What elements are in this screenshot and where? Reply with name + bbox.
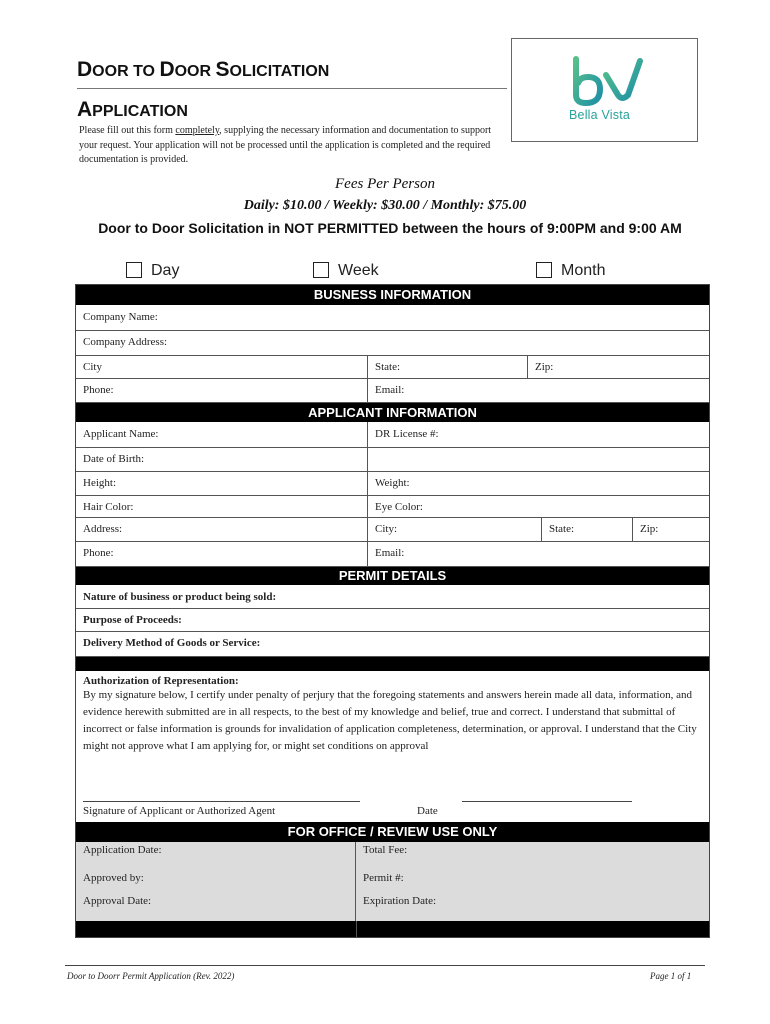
section-header-office: FOR OFFICE / REVIEW USE ONLY [76,822,709,842]
purpose-field[interactable]: Purpose of Proceeds: [83,614,182,626]
footer-revision: Door to Doorr Permit Application (Rev. 2022) [67,971,235,981]
eye-color-field[interactable]: Eye Color: [375,501,423,513]
checkbox-icon[interactable] [313,262,329,278]
month-checkbox[interactable]: Month [536,262,605,280]
logo-box [511,38,698,142]
address-row[interactable] [76,517,709,542]
approved-by-field[interactable]: Approved by: [76,866,356,891]
hair-eye-row[interactable] [76,495,709,518]
application-date-field[interactable]: Application Date: [76,842,356,866]
signature-label: Signature of Applicant or Authorized Agent [83,805,276,817]
purpose-row[interactable] [76,608,709,632]
section-header-permit: PERMIT DETAILS [76,567,709,585]
company-name-field[interactable]: Company Name: [83,311,158,323]
office-row-1[interactable] [76,842,709,867]
applicant-name-row[interactable] [76,422,709,448]
company-email-field[interactable]: Email: [375,384,405,396]
dob-field[interactable]: Date of Birth: [76,447,368,471]
date-label: Date [417,805,438,817]
office-footer-bar [76,921,709,937]
permit-number-field[interactable]: Permit #: [363,872,404,884]
dob-row[interactable] [76,447,709,472]
applicant-phone-row[interactable] [76,541,709,567]
company-address-field[interactable]: Company Address: [83,336,168,348]
form-title: DOOR TO DOOR SOLICITATION APPLICATION [77,55,507,120]
delivery-field[interactable]: Delivery Method of Goods or Service: [83,637,261,649]
fees-heading: Fees Per Person [335,176,435,192]
application-form [75,284,710,938]
hours-notice: Door to Door Solicitation in NOT PERMITTED between the hours of 9:00PM and 9:00 AM [98,220,682,236]
nature-row[interactable] [76,585,709,609]
logo-text: Bella Vista [569,108,631,122]
footer-page-number: Page 1 of 1 [650,971,692,981]
company-city-field[interactable]: City [76,355,368,378]
applicant-city-field[interactable]: City: [368,517,542,541]
company-zip-field[interactable]: Zip: [535,361,554,373]
footer-rule [65,965,705,966]
company-name-row[interactable] [76,305,709,331]
weight-field[interactable]: Weight: [375,477,410,489]
phone-email-row[interactable] [76,378,709,403]
city-state-zip-row[interactable] [76,355,709,379]
checkbox-icon[interactable] [536,262,552,278]
authorization-title: Authorization of Representation: [83,675,239,687]
company-address-row[interactable] [76,330,709,356]
applicant-zip-field[interactable]: Zip: [640,523,659,535]
section-header-applicant: APPLICANT INFORMATION [76,403,709,422]
day-checkbox[interactable]: Day [126,262,179,280]
section-header-business: BUSNESS INFORMATION [76,285,709,305]
applicant-state-field[interactable]: State: [542,517,633,541]
license-field[interactable]: DR License #: [375,428,439,440]
expiration-date-field[interactable]: Expiration Date: [363,895,437,907]
applicant-email-field[interactable]: Email: [375,547,405,559]
company-state-field[interactable]: State: [368,355,528,378]
total-fee-field[interactable]: Total Fee: [363,844,408,856]
authorization-body: By my signature below, I certify under penalty of perjury that the foregoing statements and answers herein made all data, information, and evidence herewith submitted are in all respects, to the best of my knowledge and belief, true and correct. I understand that submittal of incorrect or false information is grounds for invalidation of application completeness, determination, or approval. I understand that the City might not approve what I am applying for, or might set conditions on approval [83,689,697,752]
date-line[interactable] [462,801,632,802]
signature-line[interactable] [83,801,360,802]
week-checkbox[interactable]: Week [313,262,379,280]
nature-field[interactable]: Nature of business or product being sold: [83,591,277,603]
bella-vista-logo-icon [566,55,648,107]
applicant-name-field[interactable]: Applicant Name: [76,422,368,447]
delivery-row[interactable] [76,631,709,657]
applicant-phone-field[interactable]: Phone: [76,541,368,566]
intro-text: Please fill out this form completely, supplying the necessary information and documentation to support your request. Your application will not be processed until the application is completed and the required documentation is provided. [79,125,492,165]
height-field[interactable]: Height: [76,471,368,495]
office-row-2[interactable] [76,866,709,892]
section-divider-bar [76,657,709,671]
height-weight-row[interactable] [76,471,709,496]
checkbox-icon[interactable] [126,262,142,278]
approval-date-field[interactable]: Approval Date: [76,891,356,921]
applicant-address-field[interactable]: Address: [76,517,368,541]
office-row-3[interactable] [76,891,709,922]
company-phone-field[interactable]: Phone: [76,378,368,402]
fees-values: Daily: $10.00 / Weekly: $30.00 / Monthly: $75.00 [243,198,527,213]
hair-color-field[interactable]: Hair Color: [76,495,368,517]
